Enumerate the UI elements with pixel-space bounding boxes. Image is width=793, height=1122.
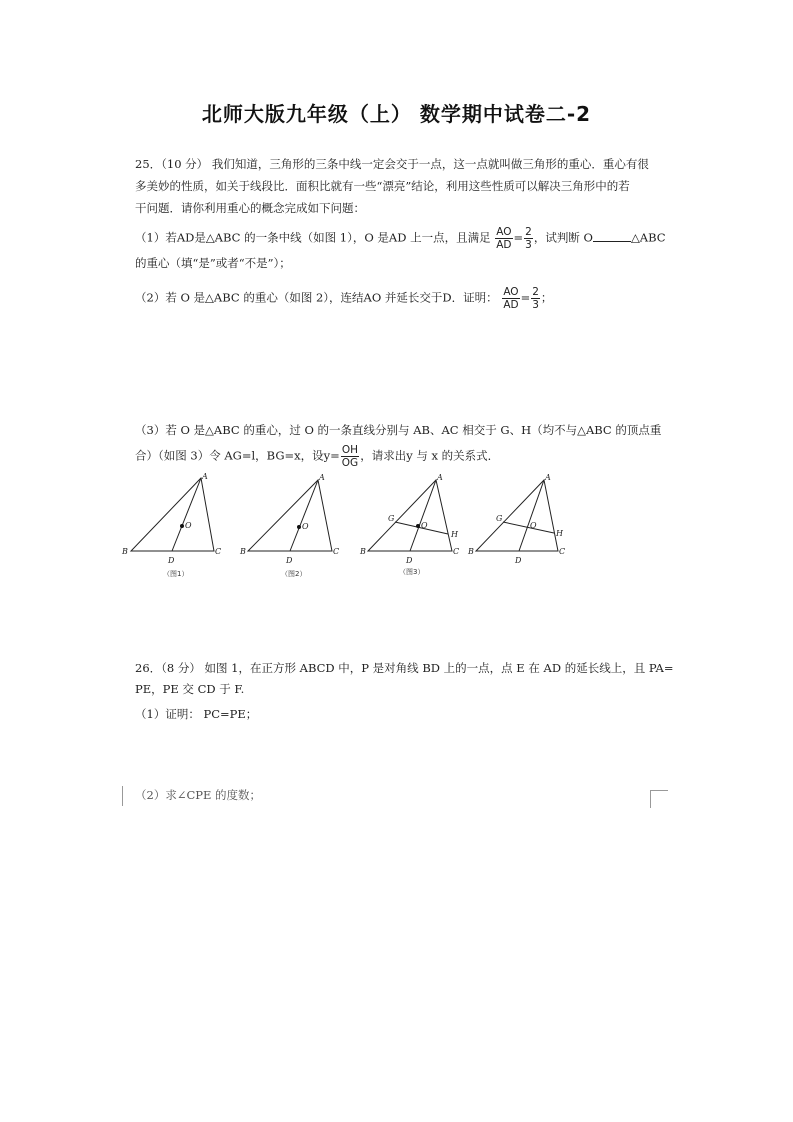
q25-part3-line2	[135, 444, 499, 469]
median-ad	[410, 480, 436, 551]
label-o: O	[530, 521, 537, 530]
label-c: C	[215, 547, 222, 556]
figure-2-caption: （图2）	[281, 570, 307, 578]
q25-part2-end: ；	[540, 290, 553, 305]
fraction-denominator: AD	[496, 239, 512, 251]
q26-line2: PE，PE 交 CD 于 F.	[135, 682, 245, 696]
figure-3	[359, 473, 459, 576]
median-ad	[172, 478, 201, 551]
fraction-denominator: 3	[532, 299, 539, 311]
fraction-numerator: 2	[525, 226, 532, 238]
label-o: O	[421, 521, 428, 530]
label-h: H	[451, 530, 458, 539]
median-ad	[519, 480, 544, 551]
label-d: D	[406, 556, 413, 565]
figure-3-caption: （图3）	[399, 568, 425, 576]
q25-part3-line1: （3）若 O 是△ABC 的重心，过 O 的一条直线分别与 AB、AC 相交于 G、H（均不与△ABC 的顶点重	[135, 423, 662, 437]
centroid-point	[180, 524, 184, 528]
fraction-numerator: AO	[503, 286, 519, 298]
median-ad	[290, 480, 318, 551]
equals-sign: =	[520, 290, 531, 305]
q25-part3-text-b: ，请求出y 与 x 的关系式．	[360, 448, 500, 463]
label-a: A	[202, 472, 208, 481]
figure-4	[467, 473, 565, 565]
q25-intro-line3: 干问题．请你利用重心的概念完成如下问题：	[135, 201, 365, 215]
label-d: D	[515, 556, 522, 565]
centroid-point	[416, 524, 420, 528]
figure-2	[239, 473, 339, 578]
triangle-abc	[368, 480, 452, 551]
figure-1	[121, 472, 221, 578]
label-o: O	[185, 521, 192, 530]
fraction-denominator: 3	[525, 239, 532, 251]
page-corner-mark-left	[122, 786, 123, 806]
fraction-two-thirds	[531, 286, 540, 311]
triangle-abc	[248, 480, 332, 551]
label-b: B	[468, 547, 474, 556]
figure-1-caption: （图1）	[163, 570, 189, 578]
label-h: H	[556, 529, 563, 538]
q25-part1-line2: 的重心（填“是”或者“不是”）；	[135, 256, 291, 270]
q25-part2-text: （2）若 O 是△ABC 的重心（如图 2），连结AO 并延长交于D．证明：	[135, 290, 498, 305]
label-a: A	[437, 473, 443, 482]
triangle-abc	[476, 480, 558, 551]
q25-intro-line2: 多美妙的性质，如关于线段比．面积比就有一些“漂亮”结论，利用这些性质可以解决三角形中的若	[135, 179, 630, 193]
triangle-abc	[131, 478, 214, 551]
fraction-numerator: OH	[341, 444, 359, 456]
page-title: 北师大版九年级（上） 数学期中试卷二-2	[201, 102, 592, 126]
fraction-numerator: 2	[532, 286, 539, 298]
fraction-ao-ad	[495, 226, 512, 251]
fraction-denominator: OG	[341, 457, 359, 469]
label-b: B	[360, 547, 366, 556]
q25-part1-text-b: ，试判断 O	[533, 230, 593, 245]
label-b: B	[122, 547, 128, 556]
label-a: A	[319, 473, 325, 482]
label-g: G	[496, 514, 503, 523]
q26-line1: 26．（8 分） 如图 1，在正方形 ABCD 中，P 是对角线 BD 上的一点，点 E 在 AD 的延长线上，且 PA=	[135, 661, 674, 675]
equals-sign: =	[513, 230, 524, 245]
label-o: O	[302, 522, 309, 531]
q26-part2: （2）求∠CPE 的度数；	[135, 788, 262, 802]
answer-blank	[593, 229, 631, 242]
q25-part3-text-a: 合）（如图 3）令 AG=l，BG=x，设y=	[135, 448, 340, 463]
page-corner-mark-right-v	[650, 790, 651, 808]
label-a: A	[545, 473, 551, 482]
label-d: D	[168, 556, 175, 565]
q25-part2	[135, 286, 552, 311]
fraction-oh-og	[341, 444, 359, 469]
label-g: G	[388, 514, 395, 523]
q26-part1: （1）证明： PC=PE；	[135, 707, 258, 721]
label-c: C	[333, 547, 340, 556]
label-d: D	[286, 556, 293, 565]
page-corner-mark-right-h	[650, 790, 668, 791]
label-c: C	[559, 547, 566, 556]
fraction-ao-ad	[502, 286, 519, 311]
fraction-numerator: AO	[496, 226, 512, 238]
q25-part1-text-a: （1）若AD是△ABC 的一条中线（如图 1），O 是AD 上一点，且满足	[135, 230, 491, 245]
label-b: B	[240, 547, 246, 556]
label-c: C	[453, 547, 460, 556]
fraction-denominator: AD	[503, 299, 519, 311]
q25-part1	[135, 226, 666, 251]
fraction-two-thirds	[524, 226, 533, 251]
q25-part1-text-c: △ABC	[630, 230, 666, 245]
q25-intro-line1: 25．（10 分） 我们知道，三角形的三条中线一定会交于一点，这一点就叫做三角形的重心．重心有很	[135, 157, 649, 171]
centroid-point	[297, 525, 301, 529]
geometry-figures	[118, 468, 688, 583]
